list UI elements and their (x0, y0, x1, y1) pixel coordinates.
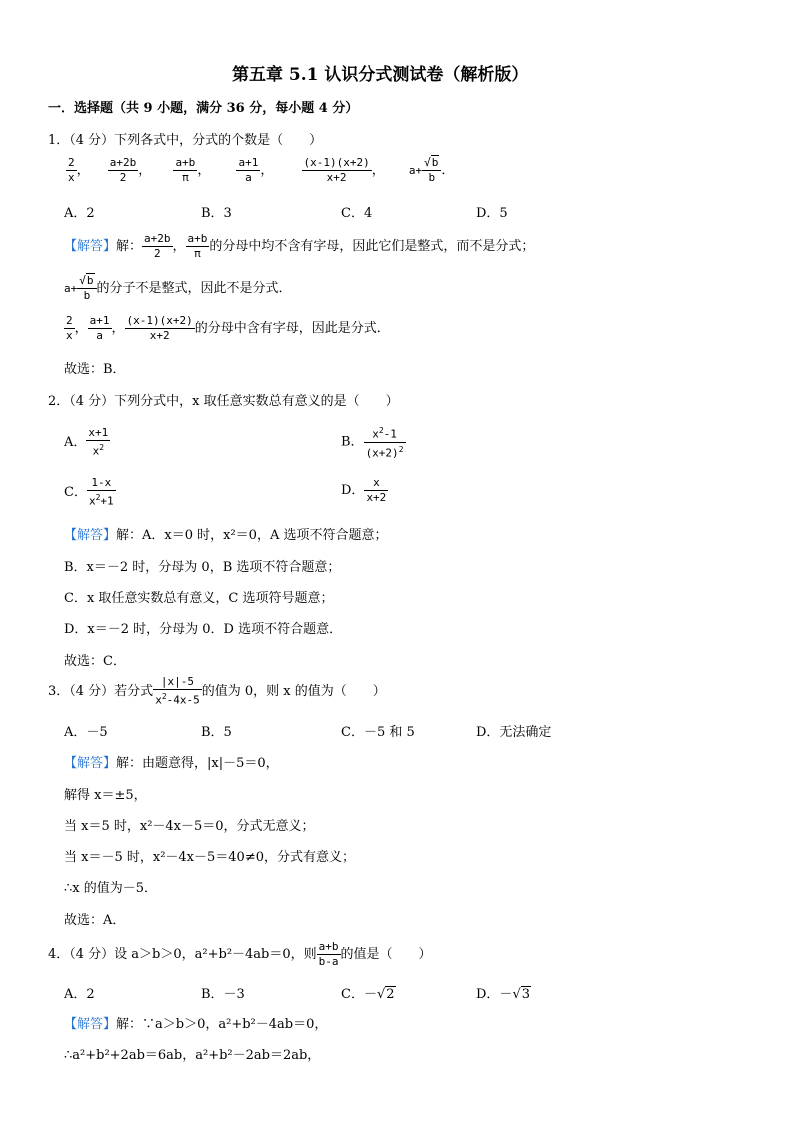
q1-option-d: D．5 (476, 206, 508, 221)
q2-solution-line-3: C．x 取任意实数总有意义，C 选项符号题意； (64, 591, 334, 606)
q2-solution-line-4: D．x＝－2 时，分母为 0．D 选项不符合题意． (64, 622, 343, 637)
q4-option-c: C．－√2 (341, 987, 395, 1002)
q2-option-b: B． $\frac{x^2-1}{(x+2)^2}$ (341, 426, 404, 460)
q2-stem: 2．（4 分）下列分式中，x 取任意实数总有意义的是（ ） (48, 394, 399, 409)
q3-option-b: B．5 (201, 725, 232, 740)
q4-solution-line-1: 【解答】解：∵a＞b＞0，a²+b²－4ab＝0， (64, 1017, 328, 1032)
q1-option-c: C．4 (341, 206, 373, 221)
fraction: $\frac{(x-1)(x+2)}{x+2}$ (303, 156, 370, 184)
q1-option-b: B．3 (201, 206, 232, 221)
q4-solution-line-2: ∴a²+b²+2ab＝6ab，a²+b²－2ab＝2ab， (64, 1048, 321, 1063)
q4-option-b: B．－3 (201, 987, 245, 1002)
q3-solution-line-3: 当 x＝5 时，x²－4x－5＝0，分式无意义； (64, 819, 315, 834)
q2-solution-line-2: B．x＝－2 时，分母为 0，B 选项不符合题意； (64, 560, 341, 575)
fraction: $\frac{√b}{b}$ (422, 156, 441, 185)
q3-option-a: A．－5 (64, 725, 108, 740)
q1-stem: 1．（4 分）下列各式中，分式的个数是（ ） (48, 133, 323, 148)
q1-solution-line-1: 【解答】解： $\frac{a+2b}{2}$ ， $\frac{a+b}{\pi}$ 的分母中均不含有字母，因此它们是整式，而不是分式； (64, 232, 535, 260)
q1-expression-row: $\frac{2}{x}$ ， $\frac{a+2b}{2}$ ， $\frac{a+b}{\pi}$ ， $\frac{a+1}{a}$ ， $\frac{(x-1)(x+2)}{x+2}$ ， a+ $\frac{√b}{b}$ ． (68, 156, 455, 184)
page-title: 第五章 5.1 认识分式测试卷（解析版） (232, 65, 529, 85)
q2-solution-line-1: 【解答】解：A．x＝0 时，x²＝0，A 选项不符合题意； (64, 528, 388, 543)
q2-option-d: D． $\frac{x}{x+2}$ (341, 476, 387, 504)
q4-stem: 4．（4 分）设 a＞b＞0，a²+b²－4ab＝0，则 $\frac{a+b}{b-a}$ 的值是（ ） (48, 940, 432, 968)
q3-choose: 故选：A． (64, 913, 126, 928)
q2-option-c: C． $\frac{1-x}{x^2+1}$ (64, 476, 114, 508)
q3-option-d: D．无法确定 (476, 725, 552, 740)
q1-solution-line-3: $\frac{2}{x}$ ， $\frac{a+1}{a}$ ， $\frac{(x-1)(x+2)}{x+2}$ 的分母中含有字母，因此是分式． (66, 314, 390, 342)
q1-option-a: A．2 (64, 206, 95, 221)
q3-solution-line-2: 解得 x＝±5， (64, 788, 147, 803)
q3-stem: 3．（4 分）若分式 $\frac{|x|-5}{x^2-4x-5}$ 的值为 0，则 x 的值为（ ） (48, 675, 386, 707)
q3-solution-line-5: ∴x 的值为－5． (64, 881, 158, 896)
q1-solution-line-2: a+ $\frac{√b}{b}$ 的分子不是整式，因此不是分式． (64, 274, 292, 302)
section-heading: 一．选择题（共 9 小题，满分 36 分，每小题 4 分） (48, 101, 359, 116)
q2-option-a: A． $\frac{x+1}{x^2}$ (64, 426, 109, 458)
fraction: $\frac{a+1}{a}$ (238, 156, 259, 184)
q3-solution-line-1: 【解答】解：由题意得，|x|－5＝0， (64, 756, 279, 771)
q4-option-d: D．－√3 (476, 987, 531, 1002)
q3-option-c: C．－5 和 5 (341, 725, 415, 740)
fraction: $\frac{a+b}{\pi}$ (175, 156, 196, 184)
fraction: $\frac{a+2b}{2}$ (109, 156, 137, 184)
fraction: $\frac{2}{x}$ (68, 156, 75, 184)
q3-solution-line-4: 当 x＝－5 时，x²－4x－5＝40≠0，分式有意义； (64, 850, 355, 865)
q1-choose: 故选：B． (64, 362, 126, 377)
q4-option-a: A．2 (64, 987, 95, 1002)
q2-choose: 故选：C． (64, 654, 126, 669)
